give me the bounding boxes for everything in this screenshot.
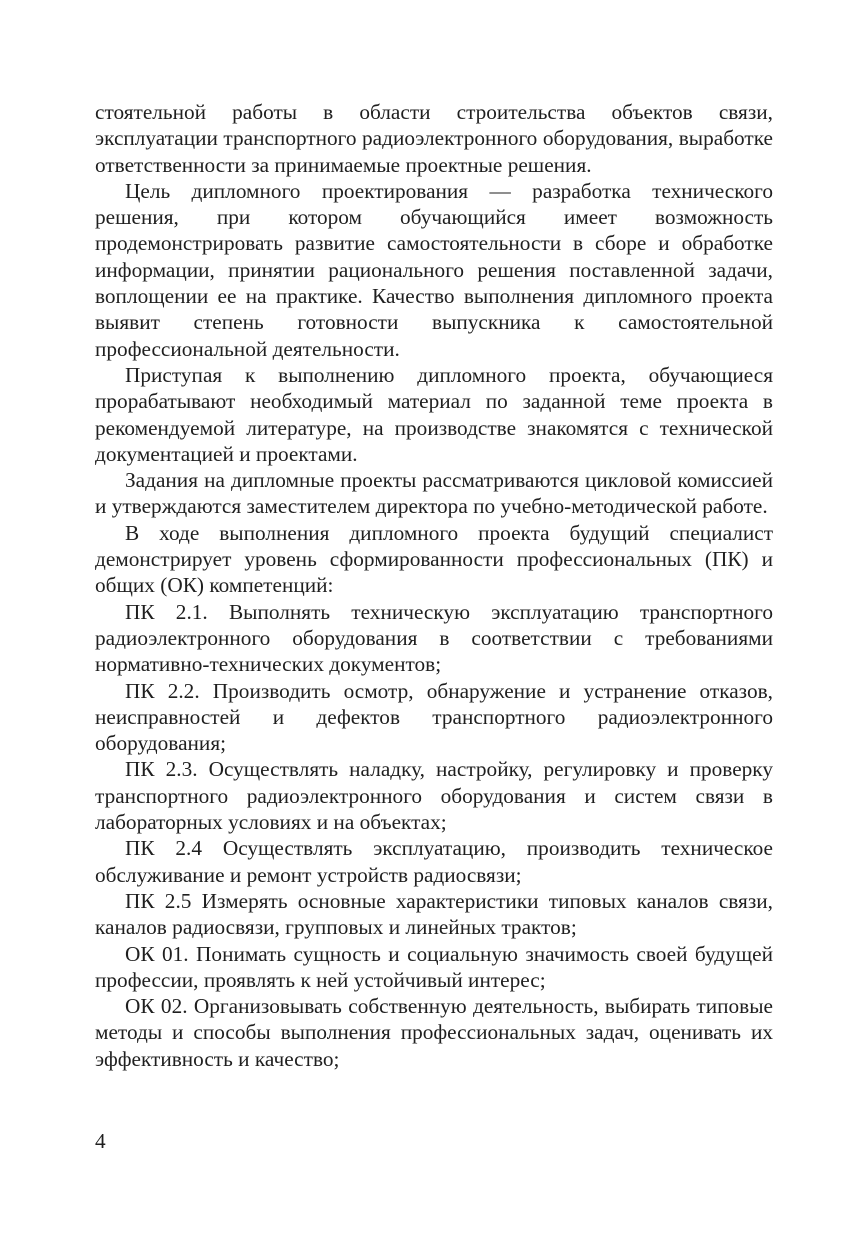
competency-pk-2-4: ПК 2.4 Осуществлять эксплуатацию, производить техническое обслуживание и ремонт устройств радиосвязи;	[95, 836, 773, 887]
body-text	[95, 99, 773, 1072]
competency-pk-2-2: ПК 2.2. Производить осмотр, обнаружение и устранение отказов, неисправностей и дефектов транспортного радиоэлектронного оборудования;	[95, 678, 773, 756]
paragraph-continuation: стоятельной работы в области строительства объектов связи, эксплуатации транспортного радиоэлектронного оборудования, выработке ответственности за принимаемые проектные решения.	[95, 100, 773, 177]
competency-pk-2-5: ПК 2.5 Измерять основные характеристики типовых каналов связи, каналов радиосвязи, групповых и линейных трактов;	[95, 888, 773, 940]
page-number: 4	[95, 1129, 106, 1153]
competency-ok-02: ОК 02. Организовывать собственную деятельность, выбирать типовые методы и способы выполнения профессиональных задач, оценивать их эффективность и качество;	[95, 994, 773, 1071]
competency-pk-2-3: ПК 2.3. Осуществлять наладку, настройку, регулировку и проверку транспортного радиоэлектронного оборудования и систем связи в лабораторных условиях и на объектах;	[95, 757, 773, 835]
paragraph-assignments: Задания на дипломные проекты рассматриваются цикловой комиссией и утверждаются заместителем директора по учебно-методической работе.	[95, 468, 773, 519]
paragraph-preparation: Приступая к выполнению дипломного проекта, обучающиеся прорабатывают необходимый материал по заданной теме проекта в рекомендуемой литературе, на производстве знакомятся с технической документацией и проектами.	[95, 362, 773, 466]
competency-ok-01: ОК 01. Понимать сущность и социальную значимость своей будущей профессии, проявлять к ней устойчивый интерес;	[95, 941, 773, 992]
competency-pk-2-1: ПК 2.1. Выполнять техническую эксплуатацию транспортного радиоэлектронного оборудования в соответствии с требованиями нормативно-технических документов;	[95, 599, 773, 677]
paragraph-competencies-intro: В ходе выполнения дипломного проекта будущий специалист демонстрирует уровень сформированности профессиональных (ПК) и общих (ОК) компетенций:	[95, 520, 773, 598]
paragraph-goal: Цель дипломного проектирования — разработка технического решения, при котором обучающийся имеет возможность продемонстрировать развитие самостоятельности в сборе и обработке информации, принятии рационального решения поставленной задачи, воплощении ее на практике. Качество выполнения дипломного проекта выявит степень готовности выпускника к самостоятельной профессиональной деятельности.	[95, 178, 773, 361]
